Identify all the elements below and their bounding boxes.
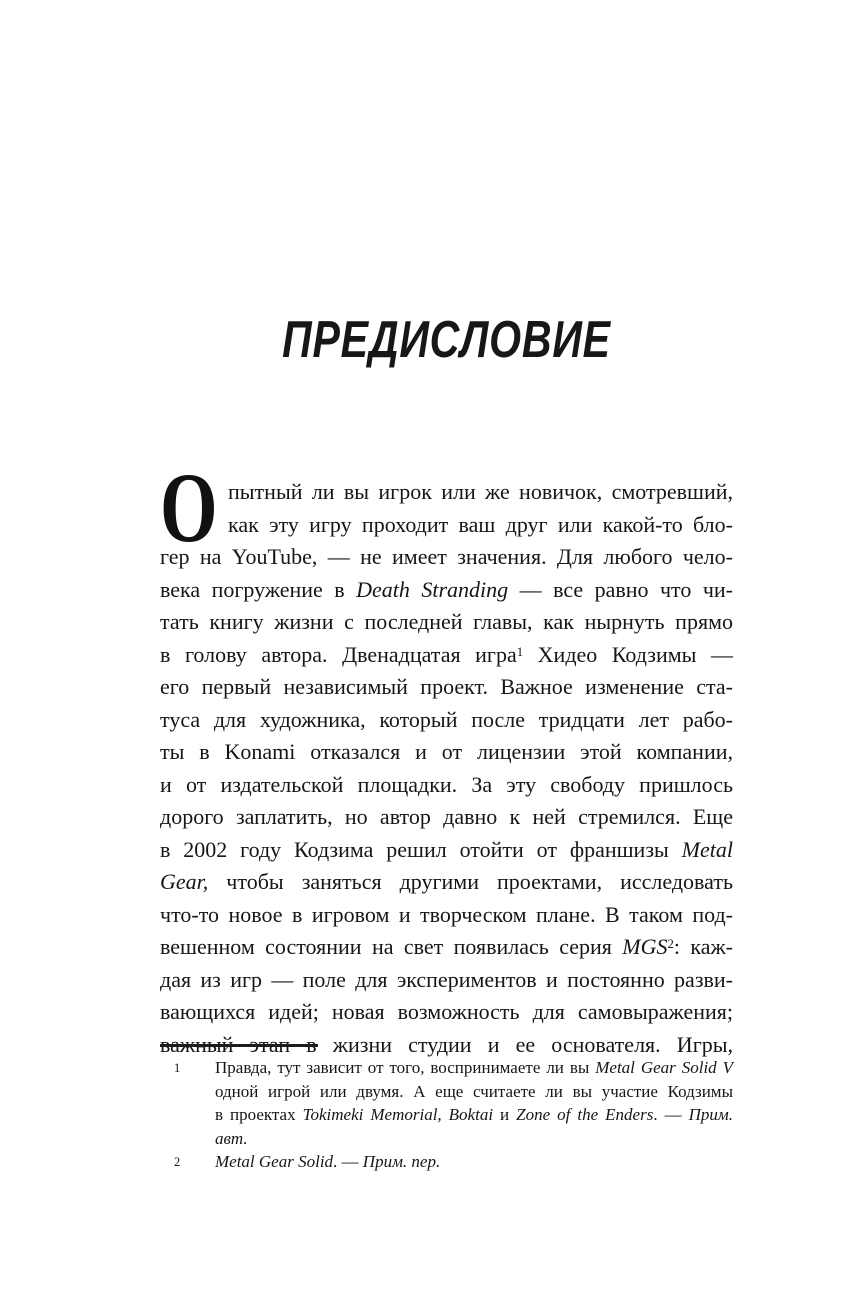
text-line: Metal Gear Solid. — Прим. пер. [215, 1152, 441, 1171]
drop-cap: О [160, 452, 218, 563]
text-line: важный этап в жизни студии и ее основателя. Игры, [160, 1031, 733, 1057]
footnote-item [160, 1150, 733, 1175]
text-line: Правда, тут зависит от того, воспринимаете ли вы Metal Gear Solid V [215, 1058, 734, 1077]
text-line: его первый независимый проект. Важное изменение ста- [160, 674, 733, 699]
footnote-marker: 1 [174, 1061, 181, 1075]
text-line: века погружение в Death Stranding — все равно что чи- [160, 576, 733, 602]
text-line: вающихся идей; новая возможность для самовыражения; [160, 999, 733, 1024]
chapter-title: ПРЕДИСЛОВИЕ [282, 311, 611, 369]
text-line: тать книгу жизни с последней главы, как нырнуть прямо [160, 609, 733, 634]
text-line: дая из игр — поле для экспериментов и постоянно разви- [160, 966, 733, 992]
body-paragraph [160, 452, 733, 1061]
text-line: одной игрой или двумя. А еще считаете ли вы участие Кодзимы [215, 1081, 733, 1101]
text-line: в 2002 году Кодзима решил отойти от франшизы Metal [160, 836, 733, 862]
text-line: туса для художника, который после тридцати лет рабо- [160, 706, 733, 732]
text-line: авт. [215, 1128, 248, 1148]
footnote-text [215, 1150, 733, 1174]
text-line: Gear, чтобы заняться другими проектами, исследовать [160, 869, 733, 894]
text-line: как эту игру проходит ваш друг или какой-то бло- [228, 511, 733, 537]
footnote-item [160, 1056, 733, 1150]
text-line: в проектах Tokimeki Memorial, Boktai и Zone of the Enders. — Прим. [215, 1105, 733, 1124]
text-line: гер на YouTube, — не имеет значения. Для любого чело- [160, 544, 733, 569]
text-line: пытный ли вы игрок или же новичок, смотревший, [228, 479, 733, 504]
footnote-divider [160, 1044, 318, 1047]
text-line: вешенном состоянии на свет появилась серия MGS$^2$: каж- [160, 934, 733, 959]
footnote-text [215, 1056, 733, 1150]
text-line: и от издательской площадки. За эту свободу пришлось [160, 771, 733, 797]
footnote-marker: 2 [174, 1155, 181, 1169]
text-line: дорого заплатить, но автор давно к ней стремился. Еще [160, 804, 733, 829]
text-line: ты в Konami отказался и от лицензии этой компании, [160, 739, 733, 764]
paragraph-lines [160, 452, 733, 1061]
text-line: в голову автора. Двенадцатая игра$^1$ Хидео Кодзимы — [160, 641, 733, 667]
footnotes-section [160, 1044, 733, 1175]
text-line: что-то новое в игровом и творческом плане. В таком под- [160, 901, 733, 927]
